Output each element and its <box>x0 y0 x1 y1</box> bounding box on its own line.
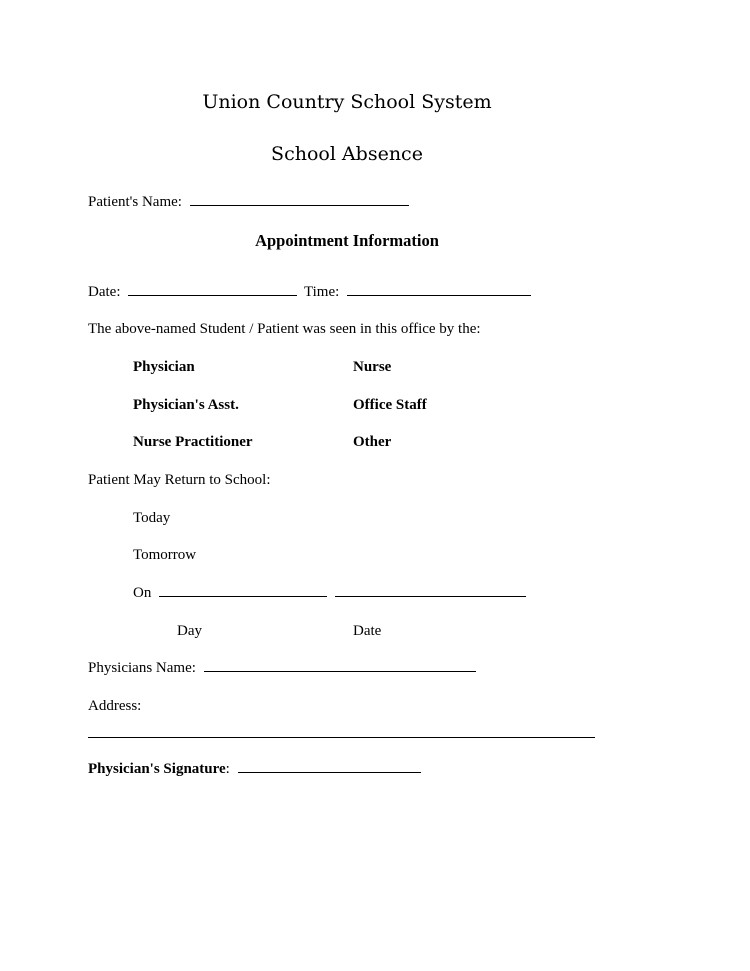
option-other[interactable]: Other <box>353 434 392 450</box>
seen-by-statement: The above-named Student / Patient was seen in this office by the: <box>88 321 481 337</box>
signature-row <box>88 760 421 778</box>
organization-title: Union Country School System <box>202 91 492 113</box>
signature-field[interactable] <box>238 760 421 773</box>
time-field[interactable] <box>347 283 531 296</box>
patient-name-field[interactable] <box>190 193 409 206</box>
return-label: Patient May Return to School: <box>88 472 271 488</box>
option-office-staff[interactable]: Office Staff <box>353 397 427 413</box>
return-on-label: On <box>133 585 152 601</box>
appointment-heading: Appointment Information <box>255 231 439 250</box>
return-today[interactable]: Today <box>133 510 171 526</box>
option-nurse-practitioner[interactable]: Nurse Practitioner <box>133 434 253 450</box>
physician-name-field[interactable] <box>204 659 476 672</box>
time-label: Time: <box>303 284 340 300</box>
day-caption: Day <box>177 623 202 639</box>
option-nurse[interactable]: Nurse <box>353 359 392 375</box>
date-label: Date: <box>88 284 121 300</box>
signature-label: Physician's Signature <box>88 761 226 777</box>
physician-name-label: Physicians Name: <box>88 660 196 676</box>
address-label: Address: <box>88 698 142 714</box>
patient-name-row <box>88 193 409 211</box>
return-on-row <box>133 584 526 602</box>
patient-name-label: Patient's Name: <box>88 194 182 210</box>
address-field[interactable] <box>88 737 595 738</box>
date-time-row <box>88 283 531 301</box>
date-caption: Date <box>353 623 382 639</box>
option-physicians-asst[interactable]: Physician's Asst. <box>133 397 239 413</box>
return-tomorrow[interactable]: Tomorrow <box>133 547 197 563</box>
physician-name-row <box>88 659 476 677</box>
date-field[interactable] <box>128 283 297 296</box>
return-day-field[interactable] <box>159 584 327 597</box>
signature-colon: : <box>225 761 230 777</box>
return-date-field[interactable] <box>335 584 526 597</box>
option-physician[interactable]: Physician <box>133 359 195 375</box>
form-title: School Absence <box>271 143 423 165</box>
